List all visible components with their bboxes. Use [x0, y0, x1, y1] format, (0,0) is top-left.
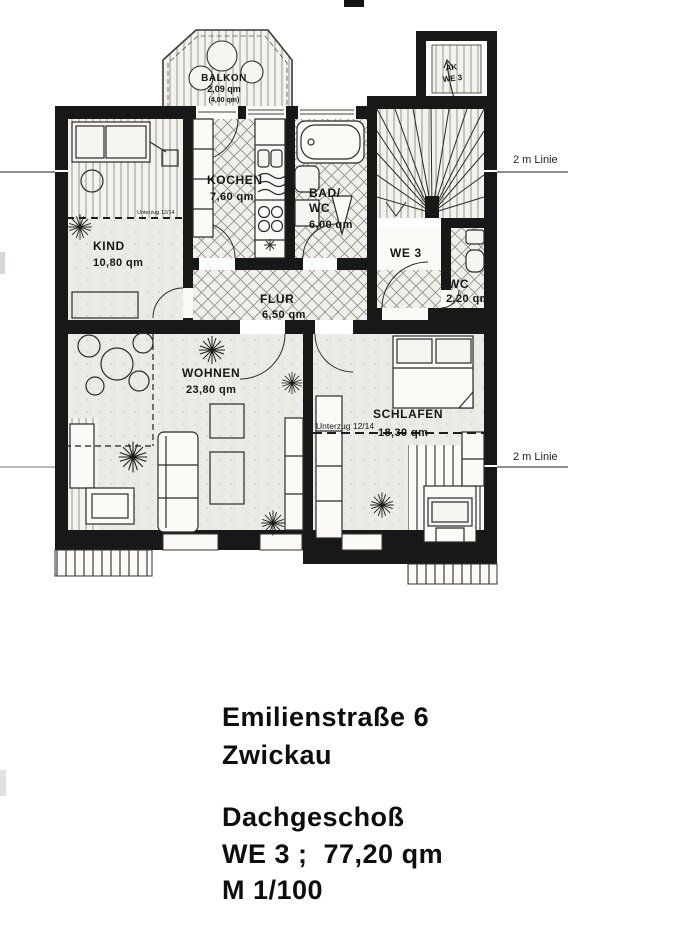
scan-artifact: [0, 770, 6, 796]
flur-area: 6,50 qm: [262, 309, 306, 321]
kochen-area: 7,60 qm: [210, 191, 254, 203]
balkon-label: BALKON: [201, 73, 247, 84]
sink-icon: [258, 150, 269, 167]
bad-label-1: BAD/: [309, 186, 341, 200]
bad-area: 6,00 qm: [309, 219, 353, 231]
wc-area: 2,20 qm: [446, 293, 490, 305]
toilet-icon: [466, 250, 484, 272]
window: [342, 534, 382, 550]
we3-landing-label: WE 3: [390, 246, 422, 260]
roof-strip-right: [408, 564, 497, 584]
kochen-label: KOCHEN: [207, 173, 263, 187]
stair-newel: [425, 196, 439, 218]
bathtub-icon: [297, 121, 364, 163]
sofa-icon: [158, 432, 198, 532]
wohnen-label: WOHNEN: [182, 366, 241, 380]
unterzug-note-kind: Unterzug 12/14: [137, 210, 175, 216]
armchair-icon: [86, 488, 134, 524]
wardrobe-icon: [316, 396, 342, 538]
niche-bench-icon: [70, 424, 94, 488]
wc-label: WC: [448, 277, 470, 291]
kind-area: 10,80 qm: [93, 257, 144, 269]
ak-label-2: WE 3: [442, 72, 463, 84]
window: [260, 534, 302, 550]
scan-artifact: [0, 252, 5, 274]
schlafen-cabinet-icon: [462, 432, 484, 486]
window: [163, 534, 218, 550]
caption-scale: M 1/100: [222, 875, 324, 905]
balcony-table-icon: [207, 41, 237, 71]
cabinet-icon: [285, 418, 303, 530]
caption-unit: WE 3 ; 77,20 qm: [222, 839, 444, 869]
flur-label: FLUR: [260, 292, 295, 306]
scan-artifact: [344, 0, 364, 7]
caption-street: Emilienstraße 6: [222, 702, 430, 732]
double-bed-icon: [393, 336, 473, 408]
kind-label: KIND: [93, 239, 125, 253]
balkon-area-total: (4,00 qm): [208, 97, 240, 104]
balkon-area: 2,09 qm: [207, 84, 241, 94]
unterzug-note-schlafen: Unterzug 12/14: [316, 421, 375, 431]
ak-label-1: AK: [445, 62, 458, 73]
wc-sink-icon: [466, 230, 484, 244]
two-m-label-bottom: 2 m Linie: [513, 451, 558, 463]
two-m-label-top: 2 m Linie: [513, 154, 558, 166]
caption-floor: Dachgeschoß: [222, 802, 405, 832]
caption-city: Zwickau: [222, 740, 333, 770]
schlafen-label: SCHLAFEN: [373, 407, 444, 421]
bad-label-2: WC: [309, 201, 331, 215]
roof-strip-left: [55, 550, 152, 576]
schlafen-area: 18,30 qm: [378, 427, 429, 439]
dormer-desk-icon: [424, 486, 476, 542]
wohnen-area: 23,80 qm: [186, 384, 237, 396]
